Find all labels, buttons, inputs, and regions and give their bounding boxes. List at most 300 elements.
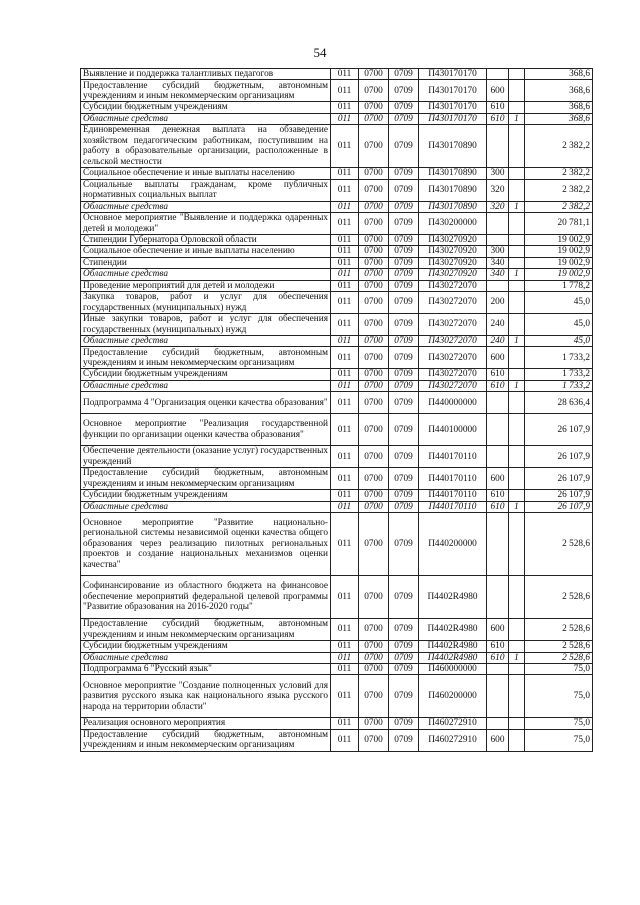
row-expense-type: 610 [487, 501, 509, 512]
row-amount: 20 781,1 [525, 213, 593, 235]
table-row [81, 179, 593, 201]
row-section-code: 0700 [359, 501, 389, 512]
row-expense-type [487, 69, 509, 80]
row-subsection-code: 0709 [389, 718, 419, 729]
row-funding-source [509, 80, 525, 102]
row-ministry-code: 011 [331, 347, 359, 369]
row-amount: 26 107,9 [525, 414, 593, 446]
row-name: Предоставление субсидий бюджетным, автономным учреждениям и иным некоммерческим организациям [81, 80, 331, 102]
row-name: Реализация основного мероприятия [81, 718, 331, 729]
row-name: Социальные выплаты гражданам, кроме публичных нормативных социальных выплат [81, 179, 331, 201]
row-name: Обеспечение деятельности (оказание услуг) государственных учреждений [81, 446, 331, 468]
row-funding-source [509, 69, 525, 80]
row-subsection-code: 0709 [389, 69, 419, 80]
row-amount: 26 107,9 [525, 490, 593, 501]
row-subsection-code: 0709 [389, 652, 419, 663]
row-target-code: П4402R4980 [419, 652, 487, 663]
row-name: Основное мероприятие "Реализация государственной функции по организации оценки качества образования" [81, 414, 331, 446]
row-funding-source [509, 619, 525, 641]
row-name: Основное мероприятие "Выявление и поддержка одаренных детей и молодежи" [81, 213, 331, 235]
row-funding-source [509, 213, 525, 235]
row-amount: 2 382,2 [525, 125, 593, 168]
row-subsection-code: 0709 [389, 501, 419, 512]
row-target-code: П4402R4980 [419, 576, 487, 619]
row-amount: 26 107,9 [525, 446, 593, 468]
row-ministry-code: 011 [331, 513, 359, 576]
row-subsection-code: 0709 [389, 213, 419, 235]
row-section-code: 0700 [359, 641, 389, 652]
row-amount: 1 733,2 [525, 369, 593, 380]
row-section-code: 0700 [359, 729, 389, 751]
row-amount: 2 528,6 [525, 619, 593, 641]
row-funding-source [509, 347, 525, 369]
row-expense-type [487, 675, 509, 718]
table-row [81, 675, 593, 718]
row-target-code: П430170170 [419, 80, 487, 102]
row-section-code: 0700 [359, 675, 389, 718]
row-section-code: 0700 [359, 513, 389, 576]
row-expense-type: 610 [487, 102, 509, 113]
row-name: Предоставление субсидий бюджетным, автономным учреждениям и иным некоммерческим организациям [81, 468, 331, 490]
table-row [81, 446, 593, 468]
row-subsection-code: 0709 [389, 446, 419, 468]
row-expense-type [487, 663, 509, 674]
row-expense-type: 600 [487, 619, 509, 641]
row-subsection-code: 0709 [389, 235, 419, 246]
row-subsection-code: 0709 [389, 675, 419, 718]
row-expense-type: 600 [487, 468, 509, 490]
row-target-code: П440170110 [419, 490, 487, 501]
row-name: Областные средства [81, 336, 331, 347]
row-amount: 26 107,9 [525, 468, 593, 490]
row-section-code: 0700 [359, 113, 389, 124]
budget-table [80, 68, 593, 752]
row-amount: 1 778,2 [525, 280, 593, 291]
row-funding-source [509, 369, 525, 380]
row-expense-type [487, 513, 509, 576]
row-amount: 2 528,6 [525, 652, 593, 663]
row-target-code: П430272070 [419, 347, 487, 369]
row-name: Субсидии бюджетным учреждениям [81, 369, 331, 380]
row-name: Закупка товаров, работ и услуг для обеспечения государственных (муниципальных) нужд [81, 292, 331, 314]
row-section-code: 0700 [359, 652, 389, 663]
row-target-code: П430170170 [419, 113, 487, 124]
row-expense-type: 320 [487, 179, 509, 201]
row-amount: 75,0 [525, 663, 593, 674]
row-section-code: 0700 [359, 80, 389, 102]
row-expense-type: 240 [487, 314, 509, 336]
row-target-code: П430170890 [419, 179, 487, 201]
row-funding-source [509, 257, 525, 268]
row-amount: 2 528,6 [525, 641, 593, 652]
row-funding-source [509, 246, 525, 257]
row-expense-type [487, 280, 509, 291]
row-target-code: П430272070 [419, 314, 487, 336]
row-target-code: П4402R4980 [419, 641, 487, 652]
row-section-code: 0700 [359, 490, 389, 501]
row-ministry-code: 011 [331, 69, 359, 80]
row-ministry-code: 011 [331, 113, 359, 124]
row-ministry-code: 011 [331, 369, 359, 380]
row-section-code: 0700 [359, 414, 389, 446]
table-row [81, 641, 593, 652]
row-name: Стипендии Губернатора Орловской области [81, 235, 331, 246]
row-target-code: П430272070 [419, 280, 487, 291]
row-subsection-code: 0709 [389, 729, 419, 751]
table-row [81, 576, 593, 619]
table-row [81, 168, 593, 179]
row-ministry-code: 011 [331, 468, 359, 490]
row-section-code: 0700 [359, 292, 389, 314]
row-amount: 26 107,9 [525, 501, 593, 512]
row-expense-type: 240 [487, 336, 509, 347]
table-row [81, 619, 593, 641]
table-row [81, 102, 593, 113]
row-target-code: П430270920 [419, 246, 487, 257]
row-subsection-code: 0709 [389, 292, 419, 314]
row-funding-source [509, 125, 525, 168]
row-subsection-code: 0709 [389, 336, 419, 347]
row-subsection-code: 0709 [389, 392, 419, 414]
row-name: Выявление и поддержка талантливых педагогов [81, 69, 331, 80]
row-section-code: 0700 [359, 619, 389, 641]
row-section-code: 0700 [359, 280, 389, 291]
row-expense-type [487, 213, 509, 235]
row-name: Областные средства [81, 652, 331, 663]
table-row [81, 113, 593, 124]
row-funding-source [509, 102, 525, 113]
row-amount: 75,0 [525, 675, 593, 718]
row-name: Основное мероприятие "Развитие национально-региональной системы независимой оценки качества общего образования через реализацию пилотных региональных проектов и создание национальных механизмов оценки качества" [81, 513, 331, 576]
row-expense-type: 300 [487, 168, 509, 179]
row-subsection-code: 0709 [389, 641, 419, 652]
row-subsection-code: 0709 [389, 576, 419, 619]
row-expense-type: 320 [487, 201, 509, 212]
table-row [81, 490, 593, 501]
table-row [81, 292, 593, 314]
row-ministry-code: 011 [331, 641, 359, 652]
row-target-code: П440170110 [419, 468, 487, 490]
row-section-code: 0700 [359, 446, 389, 468]
row-ministry-code: 011 [331, 336, 359, 347]
row-target-code: П430170890 [419, 168, 487, 179]
row-name: Основное мероприятие "Создание полноценных условий для развития русского языка как национального языка русского народа на территории области" [81, 675, 331, 718]
row-target-code: П430170170 [419, 69, 487, 80]
row-section-code: 0700 [359, 179, 389, 201]
row-amount: 19 002,9 [525, 269, 593, 280]
row-amount: 2 528,6 [525, 513, 593, 576]
row-subsection-code: 0709 [389, 513, 419, 576]
row-funding-source [509, 168, 525, 179]
row-funding-source [509, 314, 525, 336]
row-funding-source [509, 235, 525, 246]
row-amount: 2 382,2 [525, 179, 593, 201]
row-subsection-code: 0709 [389, 257, 419, 268]
row-expense-type [487, 446, 509, 468]
row-expense-type: 600 [487, 729, 509, 751]
row-funding-source: 1 [509, 336, 525, 347]
row-section-code: 0700 [359, 168, 389, 179]
row-funding-source [509, 490, 525, 501]
table-row [81, 125, 593, 168]
row-ministry-code: 011 [331, 179, 359, 201]
row-section-code: 0700 [359, 69, 389, 80]
row-target-code: П460272910 [419, 729, 487, 751]
row-name: Областные средства [81, 269, 331, 280]
row-ministry-code: 011 [331, 675, 359, 718]
row-expense-type [487, 392, 509, 414]
table-row [81, 468, 593, 490]
row-expense-type: 610 [487, 490, 509, 501]
row-funding-source [509, 392, 525, 414]
row-target-code: П430170890 [419, 125, 487, 168]
table-row [81, 380, 593, 391]
row-funding-source [509, 675, 525, 718]
row-subsection-code: 0709 [389, 125, 419, 168]
row-subsection-code: 0709 [389, 179, 419, 201]
row-ministry-code: 011 [331, 125, 359, 168]
table-row [81, 652, 593, 663]
row-name: Социальное обеспечение и иные выплаты населению [81, 246, 331, 257]
row-section-code: 0700 [359, 663, 389, 674]
row-name: Областные средства [81, 380, 331, 391]
row-expense-type [487, 576, 509, 619]
row-funding-source [509, 179, 525, 201]
row-amount: 1 733,2 [525, 347, 593, 369]
row-section-code: 0700 [359, 269, 389, 280]
row-subsection-code: 0709 [389, 380, 419, 391]
row-target-code: П440170110 [419, 446, 487, 468]
row-section-code: 0700 [359, 392, 389, 414]
table-row [81, 235, 593, 246]
table-row [81, 414, 593, 446]
row-expense-type: 610 [487, 652, 509, 663]
row-funding-source: 1 [509, 501, 525, 512]
row-ministry-code: 011 [331, 663, 359, 674]
row-ministry-code: 011 [331, 619, 359, 641]
row-amount: 45,0 [525, 336, 593, 347]
row-name: Социальное обеспечение и иные выплаты населению [81, 168, 331, 179]
row-name: Проведение мероприятий для детей и молодежи [81, 280, 331, 291]
row-amount: 28 636,4 [525, 392, 593, 414]
row-ministry-code: 011 [331, 652, 359, 663]
row-funding-source: 1 [509, 113, 525, 124]
row-expense-type: 200 [487, 292, 509, 314]
row-subsection-code: 0709 [389, 102, 419, 113]
row-section-code: 0700 [359, 380, 389, 391]
row-target-code: П460272910 [419, 718, 487, 729]
row-name: Стипендии [81, 257, 331, 268]
row-target-code: П430272070 [419, 380, 487, 391]
table-row [81, 257, 593, 268]
row-expense-type: 340 [487, 257, 509, 268]
row-section-code: 0700 [359, 213, 389, 235]
row-ministry-code: 011 [331, 235, 359, 246]
row-ministry-code: 011 [331, 392, 359, 414]
row-target-code: П430272070 [419, 369, 487, 380]
row-subsection-code: 0709 [389, 269, 419, 280]
row-amount: 19 002,9 [525, 257, 593, 268]
row-funding-source [509, 729, 525, 751]
row-target-code: П430270920 [419, 235, 487, 246]
row-funding-source [509, 718, 525, 729]
row-ministry-code: 011 [331, 213, 359, 235]
row-amount: 75,0 [525, 718, 593, 729]
table-row [81, 501, 593, 512]
row-section-code: 0700 [359, 201, 389, 212]
table-row [81, 347, 593, 369]
row-expense-type [487, 125, 509, 168]
row-ministry-code: 011 [331, 446, 359, 468]
table-row [81, 513, 593, 576]
row-target-code: П430170890 [419, 201, 487, 212]
row-expense-type: 610 [487, 641, 509, 652]
table-row [81, 213, 593, 235]
row-target-code: П430272070 [419, 292, 487, 314]
row-funding-source: 1 [509, 201, 525, 212]
table-body [81, 69, 593, 752]
table-row [81, 201, 593, 212]
table-row [81, 80, 593, 102]
row-expense-type: 600 [487, 80, 509, 102]
row-ministry-code: 011 [331, 501, 359, 512]
row-expense-type: 600 [487, 347, 509, 369]
row-amount: 45,0 [525, 314, 593, 336]
row-subsection-code: 0709 [389, 113, 419, 124]
row-subsection-code: 0709 [389, 246, 419, 257]
row-target-code: П460000000 [419, 663, 487, 674]
table-row [81, 269, 593, 280]
row-ministry-code: 011 [331, 269, 359, 280]
row-target-code: П430272070 [419, 336, 487, 347]
row-funding-source [509, 641, 525, 652]
row-amount: 368,6 [525, 113, 593, 124]
row-name: Субсидии бюджетным учреждениям [81, 490, 331, 501]
row-ministry-code: 011 [331, 414, 359, 446]
row-ministry-code: 011 [331, 718, 359, 729]
row-target-code: П440000000 [419, 392, 487, 414]
row-expense-type: 610 [487, 113, 509, 124]
row-funding-source: 1 [509, 380, 525, 391]
row-ministry-code: 011 [331, 490, 359, 501]
row-target-code: П440170110 [419, 501, 487, 512]
row-subsection-code: 0709 [389, 80, 419, 102]
row-funding-source [509, 414, 525, 446]
row-expense-type: 610 [487, 380, 509, 391]
row-expense-type: 300 [487, 246, 509, 257]
row-subsection-code: 0709 [389, 201, 419, 212]
row-section-code: 0700 [359, 369, 389, 380]
row-subsection-code: 0709 [389, 314, 419, 336]
row-name: Субсидии бюджетным учреждениям [81, 641, 331, 652]
row-amount: 75,0 [525, 729, 593, 751]
row-target-code: П4402R4980 [419, 619, 487, 641]
row-funding-source: 1 [509, 652, 525, 663]
row-subsection-code: 0709 [389, 490, 419, 501]
row-funding-source [509, 292, 525, 314]
row-amount: 2 382,2 [525, 201, 593, 212]
row-ministry-code: 011 [331, 201, 359, 212]
row-name: Софинансирование из областного бюджета на финансовое обеспечение мероприятий федеральной целевой программы "Развитие образования на 2016-2020 годы" [81, 576, 331, 619]
row-name: Областные средства [81, 201, 331, 212]
row-name: Субсидии бюджетным учреждениям [81, 102, 331, 113]
row-target-code: П430270920 [419, 257, 487, 268]
row-funding-source [509, 280, 525, 291]
row-name: Подпрограмма 4 "Организация оценки качества образования" [81, 392, 331, 414]
row-ministry-code: 011 [331, 576, 359, 619]
row-target-code: П460200000 [419, 675, 487, 718]
row-funding-source [509, 663, 525, 674]
table-row [81, 336, 593, 347]
row-subsection-code: 0709 [389, 280, 419, 291]
row-name: Иные закупки товаров, работ и услуг для обеспечения государственных (муниципальных) нужд [81, 314, 331, 336]
row-subsection-code: 0709 [389, 663, 419, 674]
row-ministry-code: 011 [331, 246, 359, 257]
table-row [81, 314, 593, 336]
row-subsection-code: 0709 [389, 619, 419, 641]
row-section-code: 0700 [359, 314, 389, 336]
row-amount: 368,6 [525, 69, 593, 80]
row-name: Областные средства [81, 113, 331, 124]
row-subsection-code: 0709 [389, 347, 419, 369]
row-expense-type: 610 [487, 369, 509, 380]
table-row [81, 718, 593, 729]
row-expense-type [487, 235, 509, 246]
row-amount: 2 382,2 [525, 168, 593, 179]
table-row [81, 69, 593, 80]
row-amount: 368,6 [525, 102, 593, 113]
row-subsection-code: 0709 [389, 369, 419, 380]
row-name: Единовременная денежная выплата на обзаведение хозяйством педагогическим работникам, поступившим на работу в образовательные организации, расположенные в сельской местности [81, 125, 331, 168]
table-row [81, 369, 593, 380]
table-row [81, 392, 593, 414]
row-ministry-code: 011 [331, 257, 359, 268]
row-expense-type [487, 414, 509, 446]
row-name: Предоставление субсидий бюджетным, автономным учреждениям и иным некоммерческим организациям [81, 347, 331, 369]
row-amount: 19 002,9 [525, 235, 593, 246]
row-ministry-code: 011 [331, 80, 359, 102]
row-ministry-code: 011 [331, 102, 359, 113]
row-ministry-code: 011 [331, 168, 359, 179]
table-row [81, 246, 593, 257]
row-ministry-code: 011 [331, 380, 359, 391]
table-row [81, 729, 593, 751]
row-section-code: 0700 [359, 257, 389, 268]
row-expense-type: 340 [487, 269, 509, 280]
table-row [81, 280, 593, 291]
row-target-code: П430270920 [419, 269, 487, 280]
row-amount: 45,0 [525, 292, 593, 314]
row-name: Предоставление субсидий бюджетным, автономным учреждениям и иным некоммерческим организациям [81, 619, 331, 641]
row-target-code: П440200000 [419, 513, 487, 576]
row-section-code: 0700 [359, 718, 389, 729]
row-ministry-code: 011 [331, 292, 359, 314]
row-amount: 1 733,2 [525, 380, 593, 391]
row-section-code: 0700 [359, 336, 389, 347]
row-section-code: 0700 [359, 125, 389, 168]
row-name: Областные средства [81, 501, 331, 512]
page-number: 54 [313, 45, 327, 60]
row-name: Предоставление субсидий бюджетным, автономным учреждениям и иным некоммерческим организациям [81, 729, 331, 751]
row-subsection-code: 0709 [389, 468, 419, 490]
row-name: Подпрограмма 6 "Русский язык" [81, 663, 331, 674]
row-funding-source [509, 576, 525, 619]
row-amount: 19 002,9 [525, 246, 593, 257]
row-subsection-code: 0709 [389, 414, 419, 446]
row-section-code: 0700 [359, 246, 389, 257]
row-section-code: 0700 [359, 468, 389, 490]
row-subsection-code: 0709 [389, 168, 419, 179]
